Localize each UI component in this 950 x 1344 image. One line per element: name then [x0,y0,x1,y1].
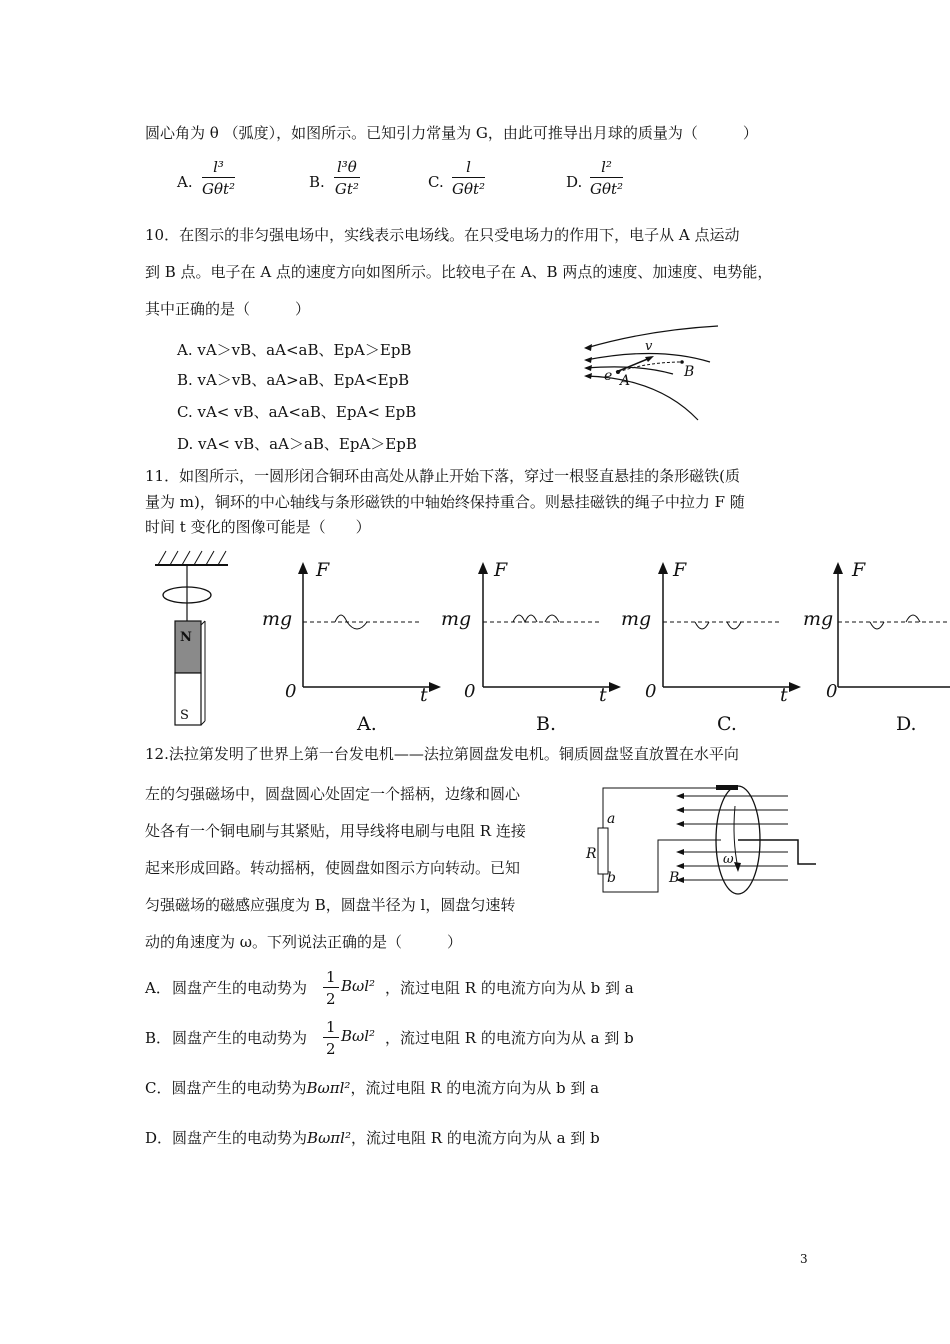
q12-line3: 处各有一个铜电刷与其紧贴，用导线将电刷与电阻 R 连接 [145,822,526,840]
q11-graph-b-level: mg [441,608,472,630]
q12-option-d-letter: D． [145,1129,173,1147]
q11-graph-d [830,562,950,697]
q12-line1: 12.法拉第发明了世界上第一台发电机——法拉第圆盘发电机。铜质圆盘竖直放置在水平向 [145,745,739,763]
q12-option-d-expr: Bωπl² [307,1129,351,1147]
q10-field-diagram [578,322,718,422]
q11-magnet-south: S [180,708,189,723]
q12-option-b-expr: Bωl² [341,1027,376,1045]
q12-option-a-fraction [323,968,339,1008]
q12-option-a-expr: Bωl² [341,977,376,995]
q11-graph-a-level: mg [262,608,293,630]
q12-option-a-num: 1 [323,968,339,988]
q12-generator-diagram [598,780,818,895]
q11-graph-a-y-axis: F [316,559,330,581]
q11-graph-b-x-axis: t [599,684,607,706]
q12-label-field-b: B [669,870,680,886]
q10-label-b: B [684,364,695,380]
q9-option-d-letter: D. [566,173,583,191]
page-number: 3 [800,1252,808,1266]
q9-option-a-fraction [202,158,235,198]
q9-option-d-num: l² [590,158,623,178]
q12-label-omega: ω [723,852,734,867]
q11-graph-c-y-axis: F [673,559,687,581]
q12-option-b-fraction [323,1018,339,1058]
q11-graph-c-level: mg [621,608,652,630]
q12-label-r: R [586,846,597,862]
q12-option-b-letter: B． [145,1029,172,1047]
q12-option-b-den: 2 [326,1040,336,1058]
q11-graph-d-origin: 0 [826,681,838,702]
q10-line3: 其中正确的是（ ） [145,300,311,318]
q9-option-b-fraction [334,158,360,198]
q9-option-c-num: l [452,158,485,178]
q10-line2: 到 B 点。电子在 A 点的速度方向如图所示。比较电子在 A、B 两点的速度、加速度、电势能， [145,263,773,281]
q12-label-b-terminal: b [607,870,616,886]
q11-graph-a [295,562,445,697]
q12-option-a-tail: ，流过电阻 R 的电流方向为从 b 到 a [385,979,634,997]
q11-magnet-north: N [180,630,192,645]
q12-option-c-text: 圆盘产生的电动势为 [171,1079,307,1097]
q11-graph-c-x-axis: t [780,684,788,706]
q11-graph-c-letter: C. [717,713,737,735]
q11-graph-c [655,562,805,697]
q12-option-c-letter: C． [145,1079,172,1097]
q12-line4: 起来形成回路。转动摇柄，使圆盘如图示方向转动。已知 [145,859,521,877]
q12-line5: 匀强磁场的磁感应强度为 B，圆盘半径为 l，圆盘匀速转 [145,896,516,914]
q9-option-a-den: Gθt² [202,180,236,198]
q9-option-b-letter: B. [309,173,325,191]
q9-option-b-den: Gt² [334,180,359,198]
q10-line1: 10．在图示的非匀强电场中，实线表示电场线。在只受电场力的作用下，电子从 A 点运动 [145,226,740,244]
q10-label-e: e [604,368,613,384]
q10-label-v: v [645,339,653,354]
q11-graph-b [475,562,625,697]
q12-option-a-letter: A． [145,979,171,997]
q11-line3: 时间 t 变化的图像可能是（ ） [145,518,371,536]
q11-graph-b-origin: 0 [464,681,476,702]
q9-option-a-num: l³ [202,158,235,178]
q11-graph-d-letter: D. [896,713,917,735]
q12-option-a-den: 2 [326,990,336,1008]
q10-option-d: D. vA< vB、aA＞aB、EpA＞EpB [177,435,417,453]
q9-option-d-den: Gθt² [590,180,624,198]
q9-option-c-fraction [452,158,485,198]
q9-stem-tail: 圆心角为 θ （弧度），如图所示。已知引力常量为 G，由此可推导出月球的质量为（ ） [145,124,758,142]
q11-line1: 11．如图所示，一圆形闭合铜环由高处从静止开始下落，穿过一根竖直悬挂的条形磁铁(质 [145,467,740,485]
q11-graph-a-letter: A. [357,713,377,735]
q12-label-a: a [607,811,616,827]
q12-line2: 左的匀强磁场中，圆盘圆心处固定一个摇柄，边缘和圆心 [145,785,521,803]
q11-graph-d-y-axis: F [852,559,866,581]
q12-option-b-tail: ，流过电阻 R 的电流方向为从 a 到 b [385,1029,634,1047]
q12-line6: 动的角速度为 ω。下列说法正确的是（ ） [145,933,463,951]
q11-graph-d-level: mg [803,608,834,630]
q11-graph-c-origin: 0 [645,681,657,702]
q11-graph-b-y-axis: F [494,559,508,581]
q12-option-b-num: 1 [323,1018,339,1038]
q11-line2: 量为 m)，铜环的中心轴线与条形磁铁的中轴始终保持重合。则悬挂磁铁的绳子中拉力 F 随 [145,493,745,511]
q12-option-b-text: 圆盘产生的电动势为 [172,1029,308,1047]
q12-option-c-expr: Bωπl² [306,1079,351,1097]
q12-option-d [145,1127,600,1148]
q11-graph-a-x-axis: t [420,684,428,706]
q11-graph-b-letter: B. [536,713,557,735]
q9-option-b-num: l³θ [334,158,360,178]
q9-option-d-fraction [590,158,623,198]
q12-option-d-tail: ，流过电阻 R 的电流方向为从 a 到 b [350,1129,600,1147]
q11-graph-a-origin: 0 [285,681,297,702]
q9-option-a-letter: A. [177,173,193,191]
q9-option-c-letter: C. [428,173,444,191]
q9-option-c-den: Gθt² [452,180,486,198]
q12-option-d-text: 圆盘产生的电动势为 [172,1129,308,1147]
q10-option-b: B. vA＞vB、aA>aB、EpA<EpB [177,371,410,389]
q10-option-c: C. vA< vB、aA<aB、EpA< EpB [177,403,417,421]
q12-option-c [145,1077,599,1098]
q10-label-a: A [620,373,631,389]
q12-option-a-text: 圆盘产生的电动势为 [172,979,308,997]
q10-option-a: A. vA＞vB、aA<aB、EpA＞EpB [177,341,412,359]
q12-option-c-tail: ，流过电阻 R 的电流方向为从 b 到 a [350,1079,600,1097]
